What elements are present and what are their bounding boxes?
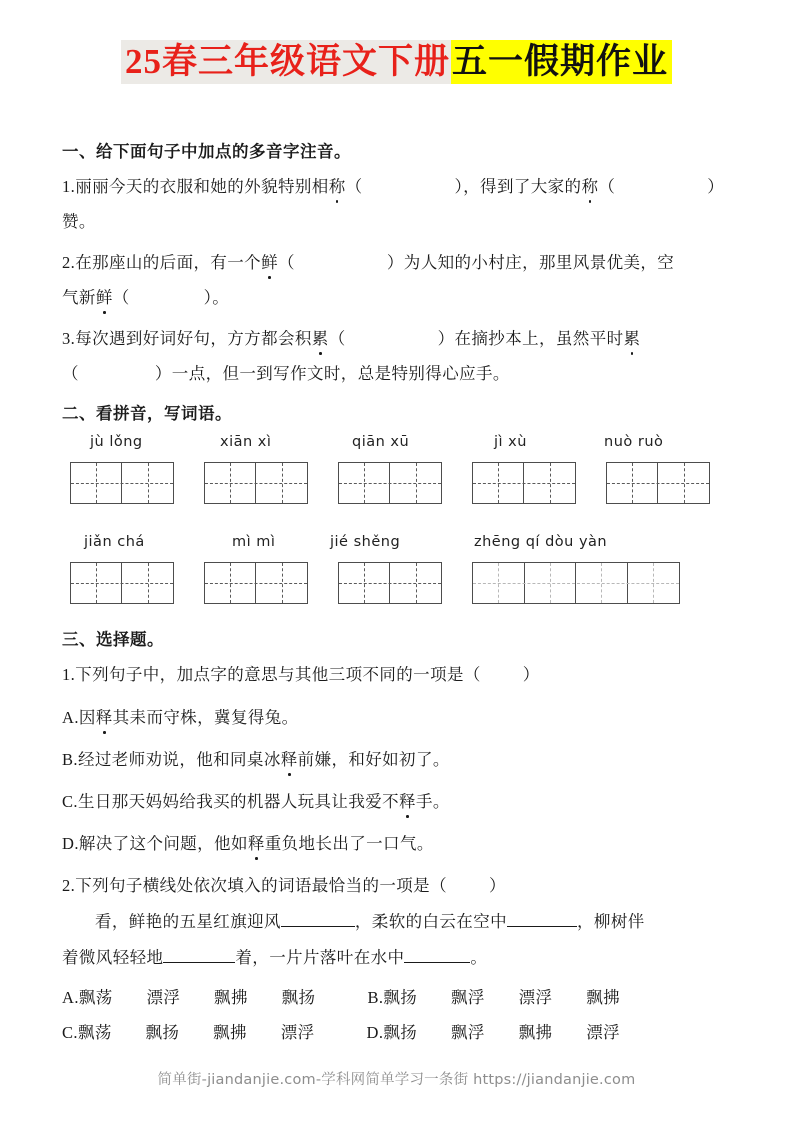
option-label: C.	[62, 1023, 78, 1042]
section3-q2-body-line1	[62, 912, 645, 933]
option-text-post: 手。	[415, 792, 450, 811]
q1-text-c: ），得到了大家的	[454, 177, 582, 196]
tianzige-grid-4[interactable]	[472, 462, 576, 504]
q3-dotted-char-2: 累	[623, 329, 641, 348]
option-label: B.	[367, 988, 384, 1007]
option-label: D.	[62, 834, 79, 853]
grid-cell[interactable]	[256, 463, 307, 503]
s3-q1-option-a[interactable]	[62, 708, 299, 729]
s3-q1-paren-close: ）	[522, 665, 540, 684]
option-dotted-char: 释	[280, 750, 298, 769]
grid-cell[interactable]	[473, 463, 524, 503]
s3-q2-body-c: ，柳树伴	[577, 912, 645, 931]
page-title	[62, 0, 731, 89]
footer-watermark: 简单街-jiandanjie.com-学科网简单学习一条街 https://jiandanjie.com	[157, 1072, 636, 1088]
grid-cell[interactable]	[256, 563, 307, 603]
q2-number: 2.	[62, 253, 76, 272]
pinyin-8: jié shěng	[330, 534, 401, 550]
s3-q1-option-d[interactable]	[62, 834, 434, 855]
tianzige-grid-5[interactable]	[606, 462, 710, 504]
option-text-post: 重负地长出了一口气。	[264, 834, 434, 853]
section1-q2-line2	[62, 288, 229, 309]
pinyin-5: nuò ruò	[604, 434, 664, 450]
q3-paren-open-1: （	[328, 329, 346, 348]
s3-q2-option-b[interactable]	[367, 988, 620, 1007]
s3-q2-body-e: 着，一片片落叶在水中	[235, 948, 405, 967]
s3-q2-option-d[interactable]	[367, 1023, 620, 1042]
section1-q3-line2	[62, 364, 510, 385]
q2-text-cont-a: 气新	[62, 288, 96, 307]
pinyin-2: xiān xì	[220, 434, 272, 450]
grid-cell[interactable]	[339, 563, 390, 603]
grid-cell[interactable]	[205, 563, 256, 603]
s3-q2-body-b: ，柔软的白云在空中	[354, 912, 508, 931]
q1-number: 1.	[62, 177, 76, 196]
option-text-pre: 经过老师劝说，他和同桌冰	[77, 750, 281, 769]
fill-blank-4[interactable]	[404, 962, 470, 963]
s3-q2-option-c[interactable]	[62, 1023, 315, 1042]
grid-row-2	[62, 562, 731, 606]
grid-cell[interactable]	[524, 463, 575, 503]
tianzige-grid-6[interactable]	[70, 562, 174, 604]
pinyin-4: jì xù	[494, 434, 527, 450]
section3-q1-stem	[62, 665, 540, 686]
grid-cell[interactable]	[339, 463, 390, 503]
option-dotted-char: 释	[247, 834, 265, 853]
option-words: 飘扬 飘浮 飘拂 漂浮	[383, 1023, 620, 1042]
title-highlight-text: 五一假期作业	[451, 40, 672, 84]
s3-q2-option-a[interactable]	[62, 988, 315, 1007]
option-label: D.	[366, 1023, 384, 1042]
section3-q2-stem	[62, 876, 506, 897]
s3-q1-number: 1.	[62, 665, 76, 684]
section1-q1-line2: 赞。	[62, 212, 96, 231]
tianzige-grid-8[interactable]	[338, 562, 442, 604]
grid-cell[interactable]	[71, 463, 122, 503]
option-dotted-char: 释	[399, 792, 416, 811]
section1-q2-line1	[62, 253, 674, 274]
section2-heading: 二、看拼音，写词语。	[62, 404, 232, 423]
pinyin-3: qiān xū	[352, 434, 410, 450]
q3-text-cont-b: ）一点，但一到写作文时，总是特别得心应手。	[154, 364, 510, 383]
section1-heading: 一、给下面句子中加点的多音字注音。	[62, 142, 351, 161]
option-label: B.	[62, 750, 78, 769]
grid-cell[interactable]	[122, 463, 173, 503]
q3-number: 3.	[62, 329, 76, 348]
s3-q2-body-f: 。	[470, 948, 488, 967]
tianzige-grid-2[interactable]	[204, 462, 308, 504]
s3-q2-stem-text: 下列句子横线处依次填入的词语最恰当的一项是（	[75, 876, 447, 895]
pinyin-row-1	[62, 434, 731, 454]
s3-q2-number: 2.	[62, 876, 76, 895]
s3-q1-stem-text: 下列句子中，加点字的意思与其他三项不同的一项是（	[75, 665, 481, 684]
grid-cell[interactable]	[205, 463, 256, 503]
tianzige-grid-7[interactable]	[204, 562, 308, 604]
s3-q1-option-b[interactable]	[62, 750, 450, 771]
grid-cell[interactable]	[525, 563, 577, 603]
option-words: 飘荡 漂浮 飘拂 飘扬	[78, 988, 316, 1007]
grid-cell[interactable]	[628, 563, 680, 603]
q2-text-a: 在那座山的后面，有一个	[75, 253, 262, 272]
grid-cell[interactable]	[658, 463, 709, 503]
q3-text-c: ）在摘抄本上，虽然平时	[437, 329, 624, 348]
q2-paren-open-2: （	[112, 288, 130, 307]
tianzige-grid-9[interactable]	[472, 562, 680, 604]
q2-dotted-char-2: 鲜	[95, 288, 113, 307]
s3-q2-options-row-1	[62, 988, 620, 1009]
q1-dotted-char-1: 称	[328, 177, 346, 196]
section1-q1-line1	[62, 177, 724, 198]
s3-q2-options-row-2	[62, 1023, 620, 1044]
q3-dotted-char-1: 累	[311, 329, 329, 348]
grid-cell[interactable]	[473, 563, 525, 603]
section3-heading: 三、选择题。	[62, 630, 164, 649]
s3-q2-paren-close: ）	[489, 876, 506, 895]
q1-paren-open-2: （	[598, 177, 616, 196]
pinyin-7: mì mì	[232, 534, 276, 550]
s3-q1-option-c[interactable]	[62, 792, 450, 813]
q1-paren-close-2: ）	[707, 177, 725, 196]
option-dotted-char: 释	[95, 708, 113, 727]
option-label: A.	[62, 708, 79, 727]
q2-paren-close-2: ）。	[203, 288, 230, 307]
option-words: 飘荡 飘扬 飘拂 漂浮	[77, 1023, 315, 1042]
option-text-pre: 解决了这个问题，他如	[78, 834, 248, 853]
q3-paren-open-2: （	[62, 364, 79, 383]
option-label: C.	[62, 792, 78, 811]
q2-dotted-char-1: 鲜	[261, 253, 278, 272]
fill-blank-2[interactable]	[507, 926, 577, 927]
option-text-pre: 因	[78, 708, 96, 727]
grid-cell[interactable]	[71, 563, 122, 603]
fill-blank-3[interactable]	[163, 962, 235, 963]
grid-cell[interactable]	[122, 563, 173, 603]
pinyin-6: jiǎn chá	[84, 534, 145, 550]
grid-cell[interactable]	[576, 563, 628, 603]
section1-q3-line1	[62, 329, 640, 350]
q1-paren-open-1: （	[345, 177, 363, 196]
q3-text-a: 每次遇到好词好句，方方都会积	[75, 329, 312, 348]
option-text-post: 其耒而守株，冀复得兔。	[112, 708, 299, 727]
q2-text-c: ）为人知的小村庄，那里风景优美，空	[386, 253, 675, 272]
grid-cell[interactable]	[607, 463, 658, 503]
title-red-text: 25春三年级语文下册	[121, 40, 451, 84]
fill-blank-1[interactable]	[281, 926, 355, 927]
s3-q2-body-a: 看，鲜艳的五星红旗迎风	[95, 912, 281, 931]
q2-paren-open-1: （	[278, 253, 295, 272]
q1-dotted-char-2: 称	[581, 177, 599, 196]
grid-cell[interactable]	[390, 463, 441, 503]
pinyin-9: zhēng qí dòu yàn	[474, 534, 608, 550]
title-line	[121, 38, 672, 85]
grid-cell[interactable]	[390, 563, 441, 603]
option-label: A.	[62, 988, 79, 1007]
tianzige-grid-3[interactable]	[338, 462, 442, 504]
pinyin-1: jù lǒng	[90, 434, 143, 450]
grid-row-1	[62, 462, 731, 506]
s3-q2-body-d: 着微风轻轻地	[62, 948, 164, 967]
option-text-post: 前嫌，和好如初了。	[297, 750, 450, 769]
pinyin-row-2	[62, 534, 731, 554]
section3-q2-body-line2	[62, 948, 487, 969]
option-words: 飘扬 飘浮 漂浮 飘拂	[383, 988, 620, 1007]
option-text-pre: 生日那天妈妈给我买的机器人玩具让我爱不	[77, 792, 400, 811]
tianzige-grid-1[interactable]	[70, 462, 174, 504]
q1-text-a: 丽丽今天的衣服和她的外貌特别相	[75, 177, 329, 196]
